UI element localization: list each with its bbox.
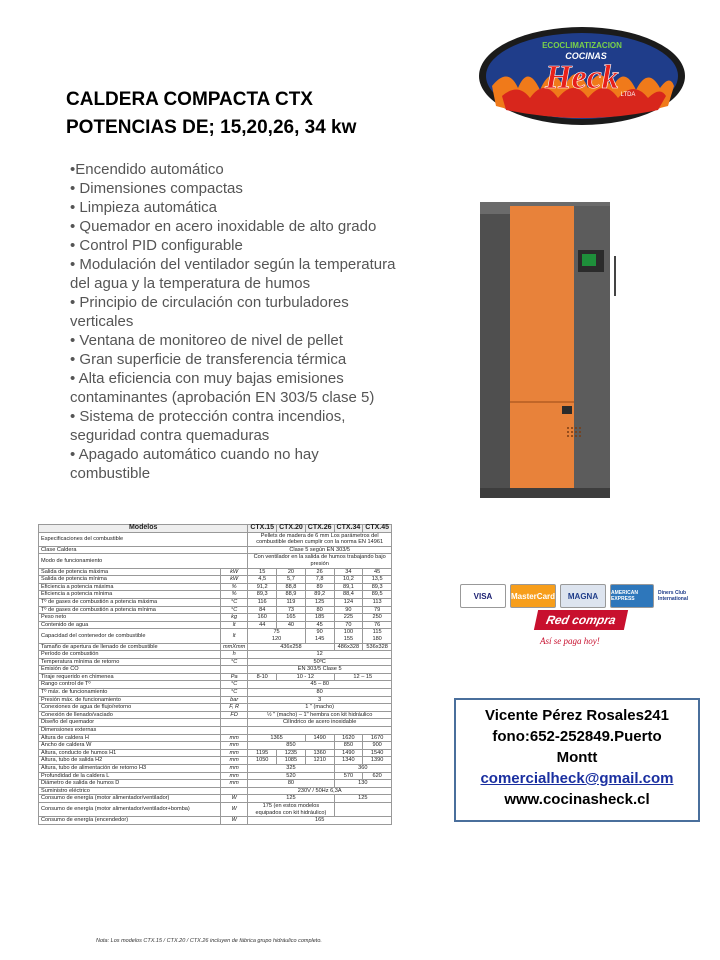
table-row: [39, 704, 392, 712]
table-header-cell: Modelos: [39, 525, 248, 533]
row-value: 50ºC: [248, 658, 392, 666]
row-label: Diámetro de salida de humos D: [39, 780, 221, 788]
row-value: 89,2: [305, 591, 334, 599]
contact-box: [454, 698, 700, 822]
capacity-value: 145: [314, 635, 325, 642]
row-value: [363, 629, 392, 643]
row-value: 1670: [363, 734, 392, 742]
row-value: 1365: [248, 734, 305, 742]
logo-ltda: LTDA: [620, 92, 636, 98]
feature-item: • Principio de circulación con turbuladores verticales: [70, 294, 349, 330]
table-row: [39, 742, 392, 750]
row-label: Temperatura mínima de retorno: [39, 658, 221, 666]
vent-hole-icon: [575, 435, 577, 437]
table-header-cell: CTX.34: [334, 525, 363, 533]
row-unit: [220, 787, 247, 795]
row-value: 1360: [305, 749, 334, 757]
row-label: Consumo de energía (motor alimentador/ventilador+bomba): [39, 802, 221, 816]
logo-tagline: ECOCLIMATIZACION: [542, 41, 622, 50]
row-value: EN 303/5 Clase 5: [248, 666, 392, 674]
row-value: 88,8: [277, 583, 306, 591]
table-header-cell: CTX.15: [248, 525, 277, 533]
row-label: Altura, tubo de alimentación de retorno H3: [39, 765, 221, 773]
row-value: 4,5: [248, 576, 277, 584]
feature-item: • Ventana de monitoreo de nivel de pellet: [70, 332, 343, 349]
table-row: [39, 651, 392, 659]
row-value: 486x328: [334, 643, 363, 651]
row-label: Tº máx. de funcionamiento: [39, 689, 221, 697]
row-value: 175 (en estos modelos equipados con kit hidráulico): [248, 802, 334, 816]
row-value: 119: [277, 598, 306, 606]
row-value: 12: [248, 651, 392, 659]
row-value: 1340: [334, 757, 363, 765]
row-label: Clase Caldera: [39, 546, 248, 554]
row-value: [248, 629, 305, 643]
redcompra-logo: Red compra: [534, 610, 628, 630]
row-label: Consumo de energía (motor alimentador/ventilador): [39, 795, 221, 803]
vent-hole-icon: [567, 435, 569, 437]
vent-hole-icon: [575, 427, 577, 429]
row-value: 113: [363, 598, 392, 606]
row-value: 84: [248, 606, 277, 614]
row-unit: kW: [220, 568, 247, 576]
row-unit: W: [220, 802, 247, 816]
row-label: Tº de gases de combustión a potencia mínima: [39, 606, 221, 614]
row-unit: kW: [220, 576, 247, 584]
row-label: Tº de gases de combustión a potencia máxima: [39, 598, 221, 606]
row-label: Tiraje requerido en chimenea: [39, 673, 221, 681]
vent-hole-icon: [567, 431, 569, 433]
table-row: [39, 673, 392, 681]
table-row: [39, 787, 392, 795]
heck-logo: [478, 26, 686, 126]
row-value: 76: [363, 621, 392, 629]
diners-card-icon: Diners Club International: [658, 584, 706, 608]
table-row: [39, 772, 392, 780]
row-label: Salida de potencia máxima: [39, 568, 221, 576]
row-unit: kg: [220, 614, 247, 622]
row-value: 3: [248, 696, 392, 704]
capacity-value: 115: [372, 629, 382, 636]
row-label: Especificaciones del combustible: [39, 532, 248, 546]
row-value: 34: [334, 568, 363, 576]
row-value: 1490: [305, 734, 334, 742]
table-row: [39, 765, 392, 773]
row-value: 436x258: [248, 643, 334, 651]
row-label: Eficiencia a potencia máxima: [39, 583, 221, 591]
title-line-2: POTENCIAS DE; 15,20,26, 34 kw: [66, 117, 357, 138]
table-body-performance: [39, 568, 392, 629]
row-unit: %: [220, 583, 247, 591]
row-label: Dimensiones externas: [39, 727, 221, 735]
row-unit: mm: [220, 742, 247, 750]
feature-item: • Dimensiones compactas: [70, 180, 243, 197]
table-note: Nota: Los modelos CTX.15 / CTX.20 / CTX.26 incluyen de fábrica grupo hidráulico completo.: [96, 938, 322, 944]
row-value: 79: [363, 606, 392, 614]
row-label: Salida de potencia mínima: [39, 576, 221, 584]
row-value: 1540: [363, 749, 392, 757]
vent-hole-icon: [571, 435, 573, 437]
row-value: 12 – 15: [334, 673, 391, 681]
row-value: [334, 629, 363, 643]
row-unit: mm: [220, 749, 247, 757]
row-value: [334, 802, 391, 816]
capacity-value: 90: [316, 629, 323, 636]
row-value: 1 " (macho): [248, 704, 392, 712]
payment-slogan: Así se paga hoy!: [540, 636, 600, 646]
row-label: Altura, conducto de humos H1: [39, 749, 221, 757]
feature-item: • Gran superficie de transferencia térmica: [70, 351, 347, 368]
row-value: 850: [334, 742, 363, 750]
row-value: 250: [363, 614, 392, 622]
table-row: [39, 598, 392, 606]
row-value: 91,2: [248, 583, 277, 591]
visa-card-icon: VISA: [460, 584, 506, 608]
table-header-row: [39, 525, 392, 533]
row-value: Cilíndrico de acero inoxidable: [248, 719, 392, 727]
row-value: 40: [277, 621, 306, 629]
row-value: 1620: [334, 734, 363, 742]
table-row: [39, 546, 392, 554]
logo-sub: COCINAS: [565, 51, 607, 61]
row-label: Emisión de CO: [39, 666, 221, 674]
vent-hole-icon: [567, 427, 569, 429]
control-display-icon: [582, 254, 596, 266]
row-value: 89,3: [248, 591, 277, 599]
table-row: [39, 780, 392, 788]
row-value: 13,5: [363, 576, 392, 584]
page-title: [66, 86, 356, 142]
row-value: 1235: [277, 749, 306, 757]
row-value: 45: [363, 568, 392, 576]
row-unit: lt: [220, 629, 247, 643]
row-unit: [220, 727, 247, 735]
row-value: 124: [334, 598, 363, 606]
feature-item: • Quemador en acero inoxidable de alto grado: [70, 218, 377, 235]
capacity-value: 75: [273, 629, 280, 636]
row-unit: °C: [220, 689, 247, 697]
row-unit: mm: [220, 757, 247, 765]
row-unit: [220, 719, 247, 727]
row-value: 26: [305, 568, 334, 576]
feature-item: • Sistema de protección contra incendios, seguridad contra quemaduras: [70, 408, 346, 444]
row-value: 325: [248, 765, 334, 773]
row-value: 5,7: [277, 576, 306, 584]
row-value: 44: [248, 621, 277, 629]
row-label: Conexión de llenado/vaciado: [39, 711, 221, 719]
row-unit: mm: [220, 765, 247, 773]
logo-brand: Heck: [545, 59, 619, 96]
table-row: [39, 719, 392, 727]
table-body-connections: [39, 681, 392, 734]
row-value: 570: [334, 772, 363, 780]
magna-card-icon: MAGNA: [560, 584, 606, 608]
row-label: Peso neto: [39, 614, 221, 622]
amex-card-icon: AMERICAN EXPRESS: [610, 584, 654, 608]
row-label: Tamaño de apertura de llenado de combustible: [39, 643, 221, 651]
row-label: Rango control de Tº: [39, 681, 221, 689]
row-value: 360: [334, 765, 391, 773]
row-value: 536x328: [363, 643, 392, 651]
contact-phone: fono:652-252849.Puerto: [492, 728, 662, 745]
row-label: Capacidad del contenedor de combustible: [39, 629, 221, 643]
capacity-value: 155: [343, 635, 354, 642]
row-unit: °C: [220, 658, 247, 666]
row-unit: W: [220, 795, 247, 803]
row-unit: Pa: [220, 673, 247, 681]
contact-email-link[interactable]: comercialheck@gmail.com: [480, 770, 674, 787]
table-header-cell: CTX.20: [277, 525, 306, 533]
vent-hole-icon: [571, 427, 573, 429]
door-handle-icon: [562, 406, 572, 414]
feature-item: • Apagado automático cuando no hay combustible: [70, 446, 319, 482]
row-unit: mmXmm: [220, 643, 247, 651]
row-value: 225: [334, 614, 363, 622]
table-row: [39, 583, 392, 591]
row-value: 10,2: [334, 576, 363, 584]
table-row: [39, 666, 392, 674]
row-value: 620: [363, 772, 392, 780]
row-value: 1195: [248, 749, 277, 757]
table-row: [39, 727, 392, 735]
vent-hole-icon: [571, 431, 573, 433]
row-value: 125: [334, 795, 391, 803]
row-value: 160: [248, 614, 277, 622]
row-value: 850: [248, 742, 334, 750]
spec-table: [38, 524, 392, 825]
row-label: Altura de caldera H: [39, 734, 221, 742]
row-label: Consumo de energía (encendedor): [39, 817, 221, 825]
contact-website[interactable]: www.cocinasheck.cl: [504, 791, 650, 808]
row-value: 1390: [363, 757, 392, 765]
row-value: Pellets de madera de 6 mm Los parámetros del combustible deben cumplir con la norma EN 14961: [248, 532, 392, 546]
row-unit: %: [220, 591, 247, 599]
row-value: 7,8: [305, 576, 334, 584]
row-label: Conexiones de agua de flujo/retorno: [39, 704, 221, 712]
row-value: 10 - 12: [277, 673, 334, 681]
table-row: [39, 554, 392, 568]
row-label: Modo de funcionamiento: [39, 554, 248, 568]
row-value: 80: [248, 780, 334, 788]
row-value: 80: [248, 689, 392, 697]
contact-city: Montt: [556, 749, 598, 766]
row-unit: °C: [220, 606, 247, 614]
row-value: 1085: [277, 757, 306, 765]
contact-address: Vicente Pérez Rosales241: [484, 707, 669, 724]
row-value: 230V / 50Hz 6,3A: [248, 787, 392, 795]
mastercard-card-icon: MasterCard: [510, 584, 556, 608]
row-value: 88,4: [334, 591, 363, 599]
row-value: 89,1: [334, 583, 363, 591]
row-value: [248, 727, 392, 735]
row-value: 900: [363, 742, 392, 750]
row-value: 165: [277, 614, 306, 622]
capacity-value: 180: [372, 635, 382, 642]
row-value: [305, 629, 334, 643]
row-value: 185: [305, 614, 334, 622]
row-value: 80: [305, 606, 334, 614]
row-label: Diseño del quemador: [39, 719, 221, 727]
row-unit: [220, 666, 247, 674]
feature-item: •Encendido automático: [70, 161, 224, 178]
row-unit: °C: [220, 598, 247, 606]
table-row: [39, 576, 392, 584]
feature-item: • Modulación del ventilador según la temperatura del agua y la temperatura de humos: [70, 256, 396, 292]
row-label: Contenido de agua: [39, 621, 221, 629]
row-value: 125: [305, 598, 334, 606]
row-value: 20: [277, 568, 306, 576]
table-row: [39, 749, 392, 757]
table-row: [39, 629, 392, 643]
table-row: [39, 621, 392, 629]
table-row: [39, 817, 392, 825]
table-row: [39, 681, 392, 689]
row-value: 45: [305, 621, 334, 629]
row-unit: lt: [220, 621, 247, 629]
feature-item: • Limpieza automática: [70, 199, 217, 216]
row-label: Eficiencia a potencia mínima: [39, 591, 221, 599]
row-label: Suministro eléctrico: [39, 787, 221, 795]
row-value: 70: [334, 621, 363, 629]
row-value: 88,9: [277, 591, 306, 599]
row-value: 1050: [248, 757, 277, 765]
row-value: 165: [248, 817, 392, 825]
logo-emblem: [478, 26, 686, 126]
row-value: 8-10: [248, 673, 277, 681]
row-value: 45 – 80: [248, 681, 392, 689]
row-label: Período de combustión: [39, 651, 221, 659]
table-row: [39, 711, 392, 719]
row-unit: FD: [220, 711, 247, 719]
row-label: Profundidad de la caldera L: [39, 772, 221, 780]
row-value: 89,3: [363, 583, 392, 591]
row-value: Clase 5 según EN 303/5: [248, 546, 392, 554]
row-value: 15: [248, 568, 277, 576]
row-value: 1210: [305, 757, 334, 765]
table-body-heights: [39, 749, 392, 764]
row-value: 116: [248, 598, 277, 606]
vent-hole-icon: [575, 431, 577, 433]
row-unit: mm: [220, 780, 247, 788]
row-label: Ancho de caldera W: [39, 742, 221, 750]
table-row: [39, 795, 392, 803]
row-label: Altura, tubo de salida H2: [39, 757, 221, 765]
vent-hole-icon: [579, 427, 581, 429]
capacity-value: 100: [343, 629, 354, 636]
row-value: Con ventilador en la salida de humos trabajando bajo presión: [248, 554, 392, 568]
row-unit: mm: [220, 734, 247, 742]
table-row: [39, 757, 392, 765]
row-value: 89,5: [363, 591, 392, 599]
table-row: [39, 614, 392, 622]
row-value: 90: [334, 606, 363, 614]
title-line-1: CALDERA COMPACTA CTX: [66, 89, 313, 110]
row-value: 89: [305, 583, 334, 591]
payment-methods: [458, 580, 708, 660]
row-unit: bar: [220, 696, 247, 704]
feature-item: • Control PID configurable: [70, 237, 243, 254]
vent-hole-icon: [579, 435, 581, 437]
row-value: 1490: [334, 749, 363, 757]
table-row: [39, 606, 392, 614]
row-value: 125: [248, 795, 334, 803]
row-value: 73: [277, 606, 306, 614]
row-unit: mm: [220, 772, 247, 780]
table-row: [39, 658, 392, 666]
table-row: [39, 532, 392, 546]
row-value: ½ " (macho) – 1" hembra con kit hidráulico: [248, 711, 392, 719]
row-value: 130: [334, 780, 391, 788]
table-header-cell: CTX.45: [363, 525, 392, 533]
table-body-operation: [39, 651, 392, 674]
table-row: [39, 591, 392, 599]
table-row: [39, 689, 392, 697]
table-row: [39, 696, 392, 704]
features-list: [70, 160, 400, 483]
row-unit: °C: [220, 681, 247, 689]
row-value: 520: [248, 772, 334, 780]
row-unit: F, R: [220, 704, 247, 712]
capacity-value: 120: [271, 635, 282, 642]
table-header-cell: CTX.26: [305, 525, 334, 533]
row-label: Presión máx. de funcionamiento: [39, 696, 221, 704]
row-unit: W: [220, 817, 247, 825]
feature-item: • Alta eficiencia con muy bajas emisiones contaminantes (aprobación EN 303/5 clase 5): [70, 370, 375, 406]
table-row: [39, 734, 392, 742]
table-row: [39, 643, 392, 651]
table-row: [39, 802, 392, 816]
table-row: [39, 568, 392, 576]
boiler-illustration: [476, 196, 616, 506]
vent-hole-icon: [579, 431, 581, 433]
boiler-image: [476, 196, 616, 506]
row-unit: h: [220, 651, 247, 659]
